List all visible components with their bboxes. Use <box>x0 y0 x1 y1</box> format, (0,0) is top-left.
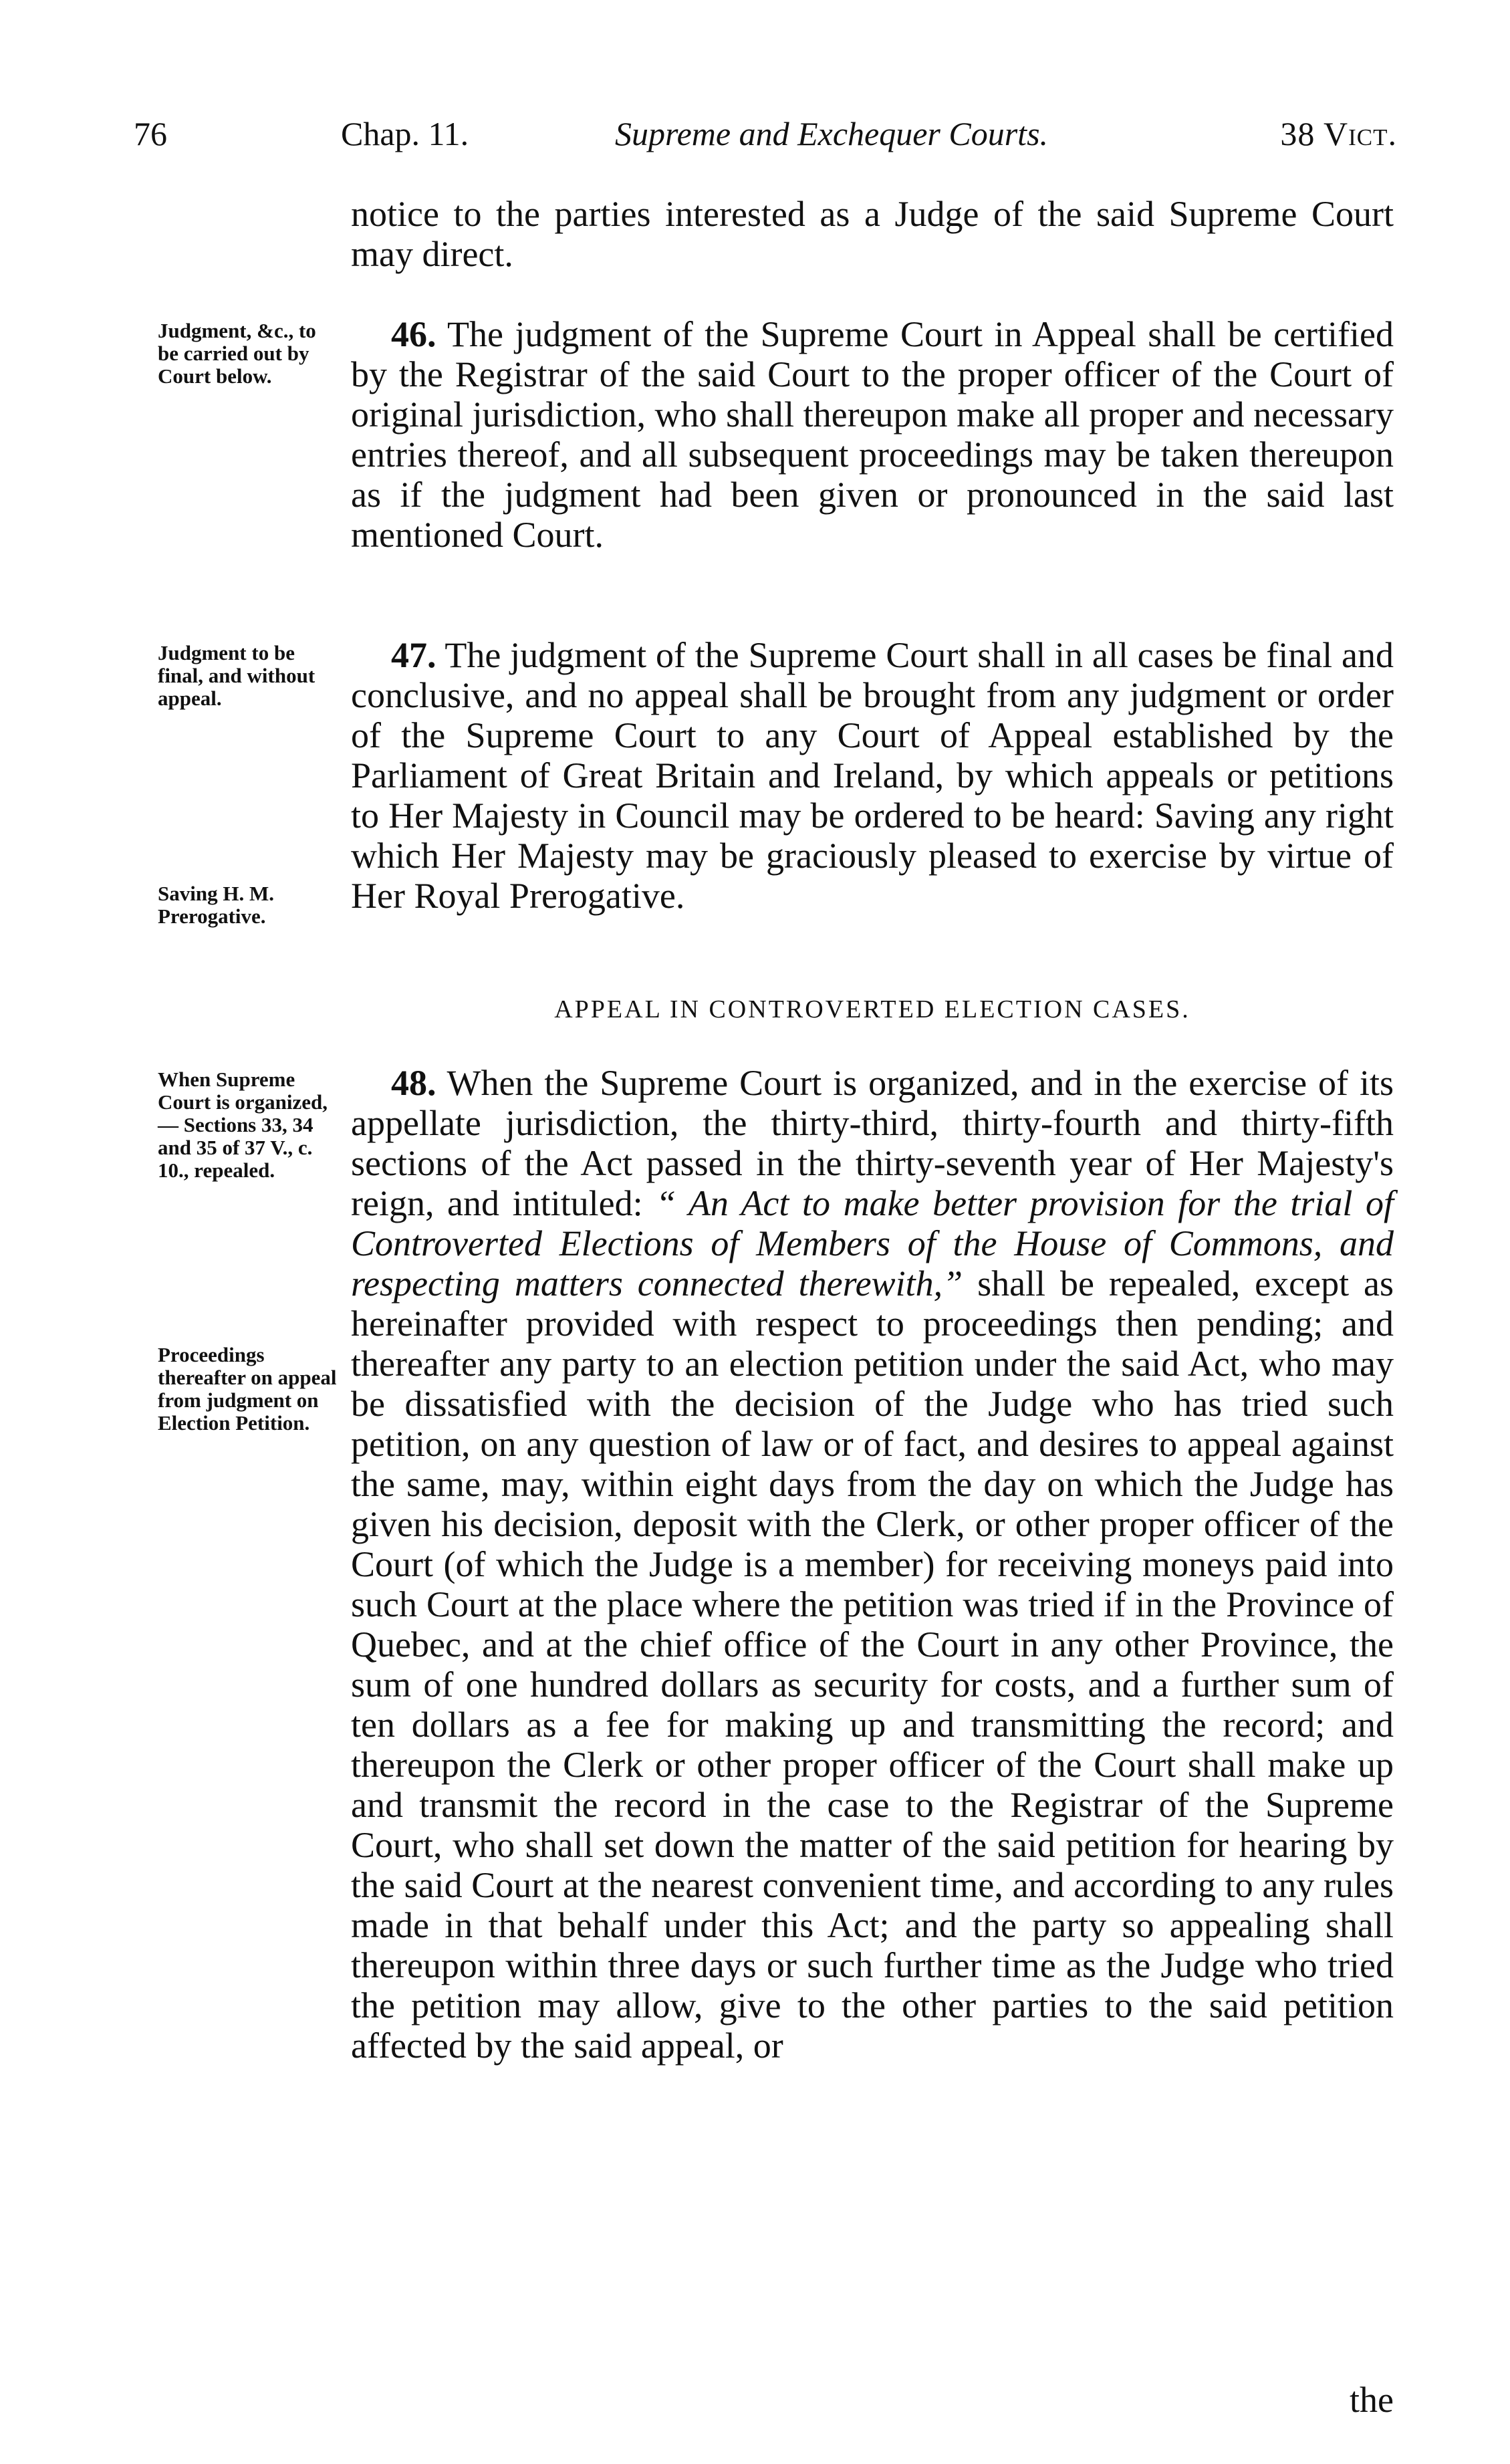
section-text-48-b: shall be repealed, except as hereinafter provided with respect to proceedings then pending; and thereafter any party to an election petition under the said Act, who may be dissatisfied with the decision of the Judge who has tried such petition, on any question of law or of fact, and desires to appeal against the same, may, within eight days from the day on which the Judge has given his decision, deposit with the Clerk, or other proper officer of the Court (of which the Judge is a member) for receiving moneys paid into such Court at the place where the petition was tried if in the Province of Quebec, and at the chief office of the Court in any other Province, the sum of one hundred dollars as security for costs, and a further sum of ten dollars as a fee for making up and transmitting the record; and thereupon the Clerk or other proper officer of the Court shall make up and transmit the record in the case to the Registrar of the Supreme Court, who shall set down the matter of the said petition for hearing by the said Court at the nearest convenient time, and according to any rules made in that behalf under this Act; and the party so appealing shall thereupon within three days or such further time as the Judge who tried the petition may allow, give to the other parties to the said petition affected by the said appeal, or <box>351 1263 1394 2066</box>
margin-note-46: Judgment, &c., to be carried out by Court below. <box>158 319 316 388</box>
margin-note-48: When Supreme Court is organized,— Sections 33, 34 and 35 of 37 V., c. 10., repealed. <box>158 1068 328 1182</box>
chapter-label: Chap. 11. <box>341 115 469 152</box>
section-heading: APPEAL IN CONTROVERTED ELECTION CASES. <box>554 995 1190 1023</box>
continuation-text: notice to the parties interested as a Judge of the said Supreme Court may direct. <box>351 194 1394 274</box>
section-47 <box>351 635 1394 916</box>
section-number-46: 46. <box>391 314 436 354</box>
section-text-46: The judgment of the Supreme Court in Appeal shall be certified by the Registrar of the said Court to the proper officer of the Court of original jurisdiction, who shall thereupon make all proper and necessary entries thereof, and all subsequent proceedings may be taken thereupon as if the judgment had been given or pronounced in the said last mentioned Court. <box>351 314 1394 555</box>
margin-note-48-proceedings: Proceedings thereafter on appeal from judgment on Election Petition. <box>158 1343 337 1435</box>
margin-note-47-prerogative: Saving H. M. Prerogative. <box>158 882 274 928</box>
section-number-48: 48. <box>391 1063 436 1103</box>
page-header <box>134 107 1397 160</box>
section-text-48-a: When the Supreme Court is organized, and in the exercise of its appellate jurisdiction, the thirty-third, thirty-fourth and thirty-fifth sections of the Act passed in the thirty-seventh year of Her Majesty's reign, and intituled: <box>351 1063 1394 1223</box>
page-number: 76 <box>134 115 167 152</box>
catchword: the <box>1350 2380 1394 2420</box>
margin-note-47: Judgment to be final, and without appeal. <box>158 641 316 710</box>
section-48 <box>351 1063 1394 2066</box>
regnal-year: 38 Vict. <box>1280 115 1397 152</box>
section-text-47: The judgment of the Supreme Court shall in all cases be final and conclusive, and no appeal shall be brought from any judgment or order of the Supreme Court to any Court of Appeal established by the Parliament of Great Britain and Ireland, by which appeals or petitions to Her Majesty in Council may be ordered to be heard: Saving any right which Her Majesty may be graciously pleased to exercise by virtue of Her Royal Prerogative. <box>351 635 1394 916</box>
section-46 <box>351 314 1394 555</box>
continuation-paragraph <box>351 194 1394 274</box>
act-title: “ An Act to make better provision for the trial of Controverted Elections of Members of the House of Commons, and respecting matters connected therewith,” <box>351 1183 1394 1304</box>
running-title: Supreme and Exchequer Courts. <box>615 115 1049 152</box>
section-number-47: 47. <box>391 635 436 675</box>
